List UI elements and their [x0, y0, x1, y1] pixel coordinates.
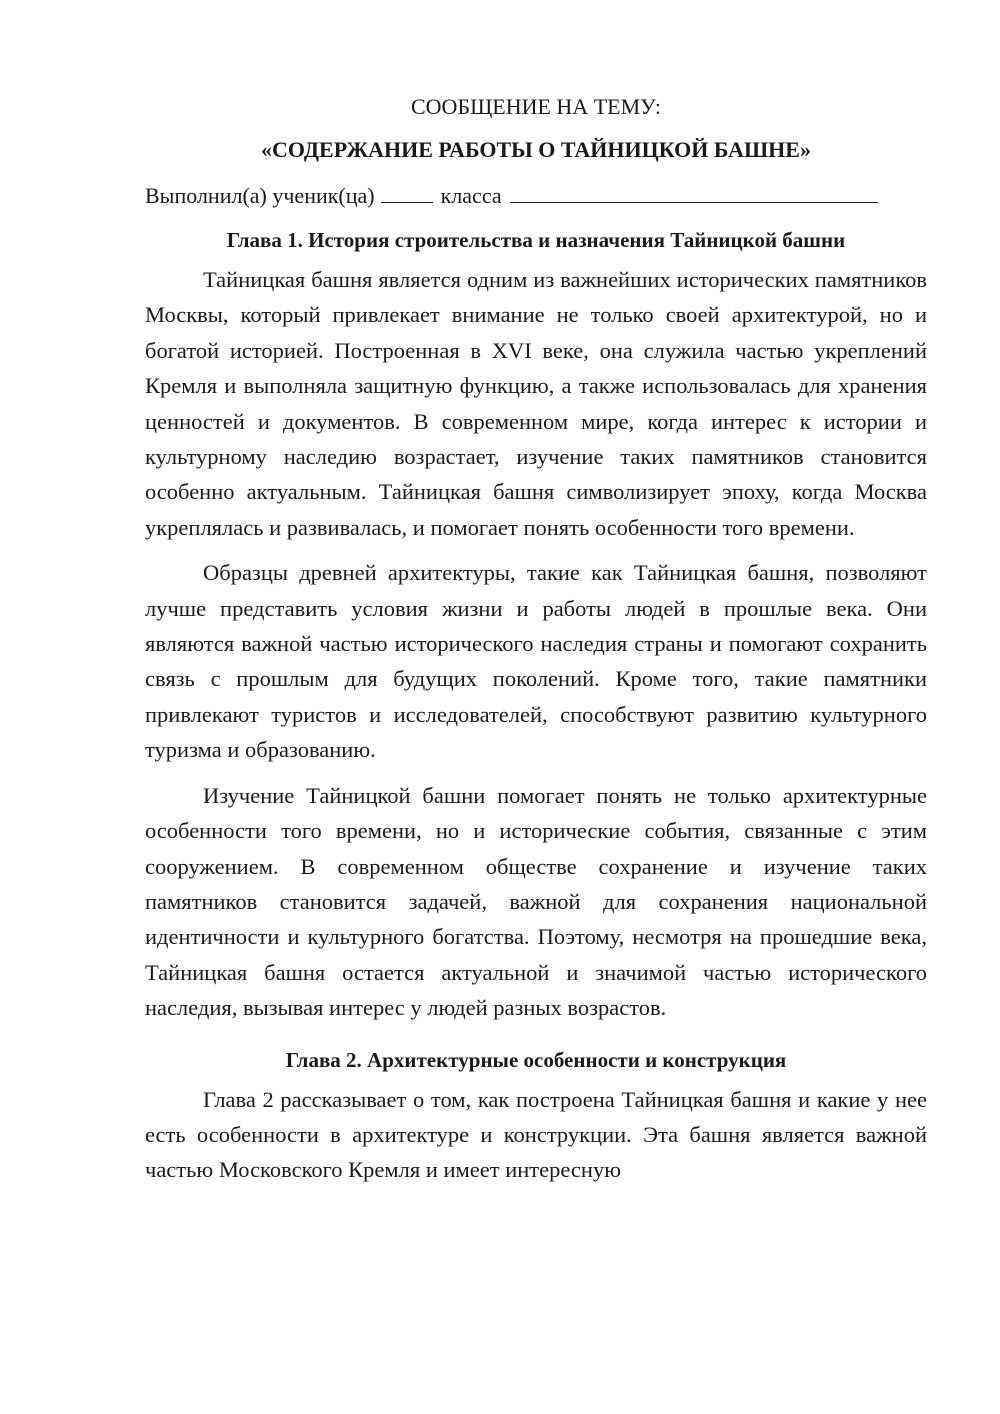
paragraph: Изучение Тайницкой башни помогает понять не только архитектурные особенности того времени, но и исторические события, связанные с этим сооружением. В современном обществе сохранение и изучение таких памятников становится задачей, важной для сохранения национальной идентичности и культурного богатства. Поэтому, несмотря на прошедшие века, Тайницкая башня остается актуальной и значимой частью исторического наследия, вызывая интерес у людей разных возрастов. — [145, 782, 927, 1021]
grade-blank-field — [381, 180, 433, 203]
paragraph: Тайницкая башня является одним из важнейших исторических памятников Москвы, который привлекает внимание не только своей архитектурой, но и богатой историей. Построенная в XVI веке, она служила частью укреплений Кремля и выполняла защитную функцию, а также использовалась для хранения ценностей и документов. В современном мире, когда интерес к истории и культурному наследию возрастает, изучение таких памятников становится особенно актуальным. Тайницкая башня символизирует эпоху, когда Москва укреплялась и развивалась, и помогает понять особенности того времени. — [145, 267, 927, 540]
chapter-heading: Глава 2. Архитектурные особенности и конструкция — [285, 1047, 787, 1072]
student-label: Выполнил(а) ученик(ца) — [145, 183, 375, 208]
class-blank-field — [510, 180, 878, 203]
document-title: «СОДЕРЖАНИЕ РАБОТЫ О ТАЙНИЦКОЙ БАШНЕ» — [261, 137, 811, 162]
student-info-line — [145, 178, 927, 214]
paragraph: Глава 2 рассказывает о том, как построена Тайницкая башня и какие у нее есть особенности в архитектуре и конструкции. Эта башня является важной частью Московского Кремля и имеет интересную — [145, 1086, 927, 1183]
document-header-line: СООБЩЕНИЕ НА ТЕМУ: — [411, 94, 661, 119]
document-body — [145, 92, 927, 1198]
chapter-heading: Глава 1. История строительства и назначения Тайницкой башни — [226, 228, 846, 252]
class-label: класса — [440, 183, 502, 208]
paragraph: Образцы древней архитектуры, такие как Тайницкая башня, позволяют лучше представить условия жизни и работы людей в прошлые века. Они являются важной частью исторического наследия страны и помогают сохранить связь с прошлым для будущих поколений. Кроме того, такие памятники привлекают туристов и исследователей, способствуют развитию культурного туризма и образованию. — [145, 560, 927, 763]
